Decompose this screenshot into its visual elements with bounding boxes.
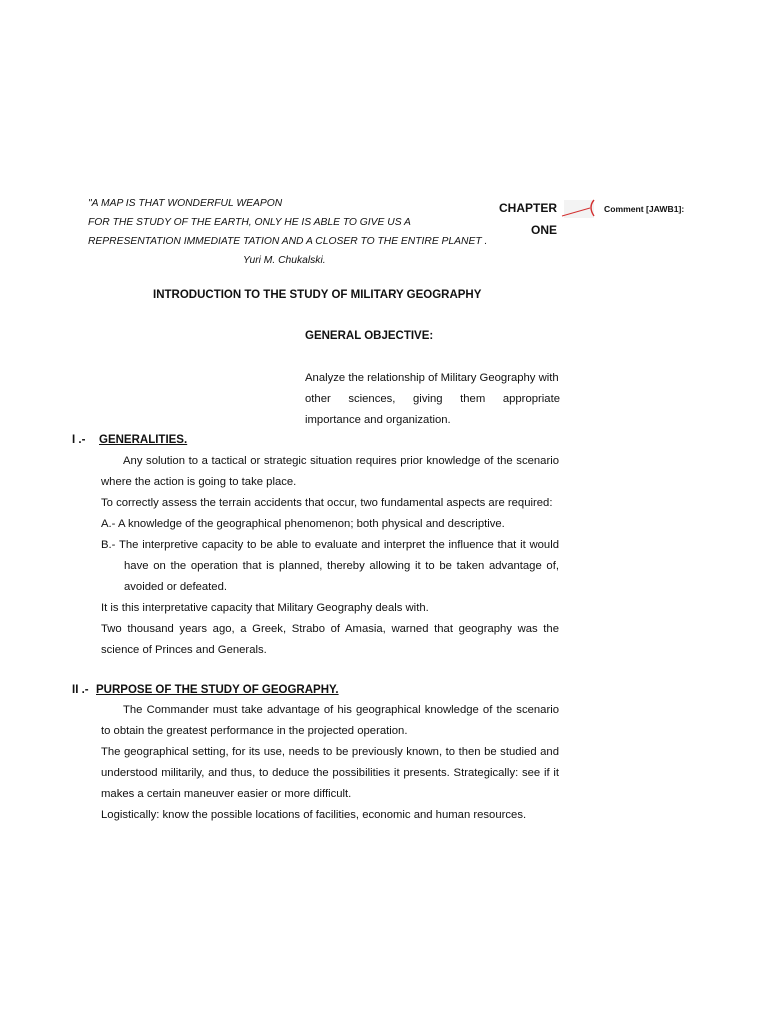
paragraph-line: The geographical setting, for its use, needs to be previously known, to then be studied and — [101, 746, 559, 758]
epigraph-line: "A MAP IS THAT WONDERFUL WEAPON — [88, 198, 283, 209]
paragraph-line: Two thousand years ago, a Greek, Strabo of Amasia, warned that geography was the — [101, 623, 559, 635]
section-body — [101, 451, 559, 661]
paragraph-line: where the action is going to take place. — [101, 476, 297, 488]
comment-label[interactable]: Comment [JAWB1]: — [604, 204, 685, 214]
epigraph-line: REPRESENTATION IMMEDIATE TATION AND A CLOSER TO THE ENTIRE PLANET . — [88, 236, 488, 247]
paragraph-line: have on the operation that is planned, thereby allowing it to be taken advantage of, — [124, 560, 559, 572]
paragraph-line: avoided or defeated. — [124, 581, 228, 593]
section-number: I .- — [72, 434, 86, 446]
chapter-label: CHAPTER — [499, 201, 558, 215]
section-title: GENERALITIES. — [99, 434, 188, 446]
section-number: II .- — [72, 684, 89, 696]
paragraph-line: A.- A knowledge of the geographical phenomenon; both physical and descriptive. — [101, 518, 505, 530]
paragraph-line: makes a certain maneuver easier or more difficult. — [101, 788, 352, 800]
objective-text — [305, 368, 560, 431]
paragraph-line: Logistically: know the possible locations of facilities, economic and human resources. — [101, 809, 527, 821]
paragraph-line: understood militarily, and thus, to deduce the possibilities it presents. Strategically: see if it — [101, 767, 559, 779]
document-title: INTRODUCTION TO THE STUDY OF MILITARY GEOGRAPHY — [153, 289, 482, 301]
objective-line: other sciences, giving them appropriate — [305, 393, 560, 405]
paragraph-line: Any solution to a tactical or strategic situation requires prior knowledge of the scenario — [123, 455, 559, 467]
objective-line: Analyze the relationship of Military Geography with — [305, 372, 559, 384]
comment-connector-icon[interactable] — [560, 196, 600, 224]
section-body — [101, 700, 559, 826]
chapter-number: ONE — [531, 223, 558, 237]
paragraph-line: B.- The interpretive capacity to be able to evaluate and interpret the influence that it would — [101, 539, 559, 551]
paragraph-line: science of Princes and Generals. — [101, 644, 267, 656]
paragraph-line: The Commander must take advantage of his geographical knowledge of the scenario — [123, 704, 559, 716]
paragraph-line: To correctly assess the terrain accidents that occur, two fundamental aspects are required: — [101, 497, 553, 509]
paragraph-line: to obtain the greatest performance in the projected operation. — [101, 725, 408, 737]
objective-line: importance and organization. — [305, 414, 451, 426]
epigraph-line: FOR THE STUDY OF THE EARTH, ONLY HE IS ABLE TO GIVE US A — [88, 217, 411, 228]
epigraph-author: Yuri M. Chukalski. — [243, 255, 326, 266]
objective-heading: GENERAL OBJECTIVE: — [305, 330, 434, 342]
section-title: PURPOSE OF THE STUDY OF GEOGRAPHY. — [96, 684, 339, 696]
paragraph-line: It is this interpretative capacity that Military Geography deals with. — [101, 602, 429, 614]
